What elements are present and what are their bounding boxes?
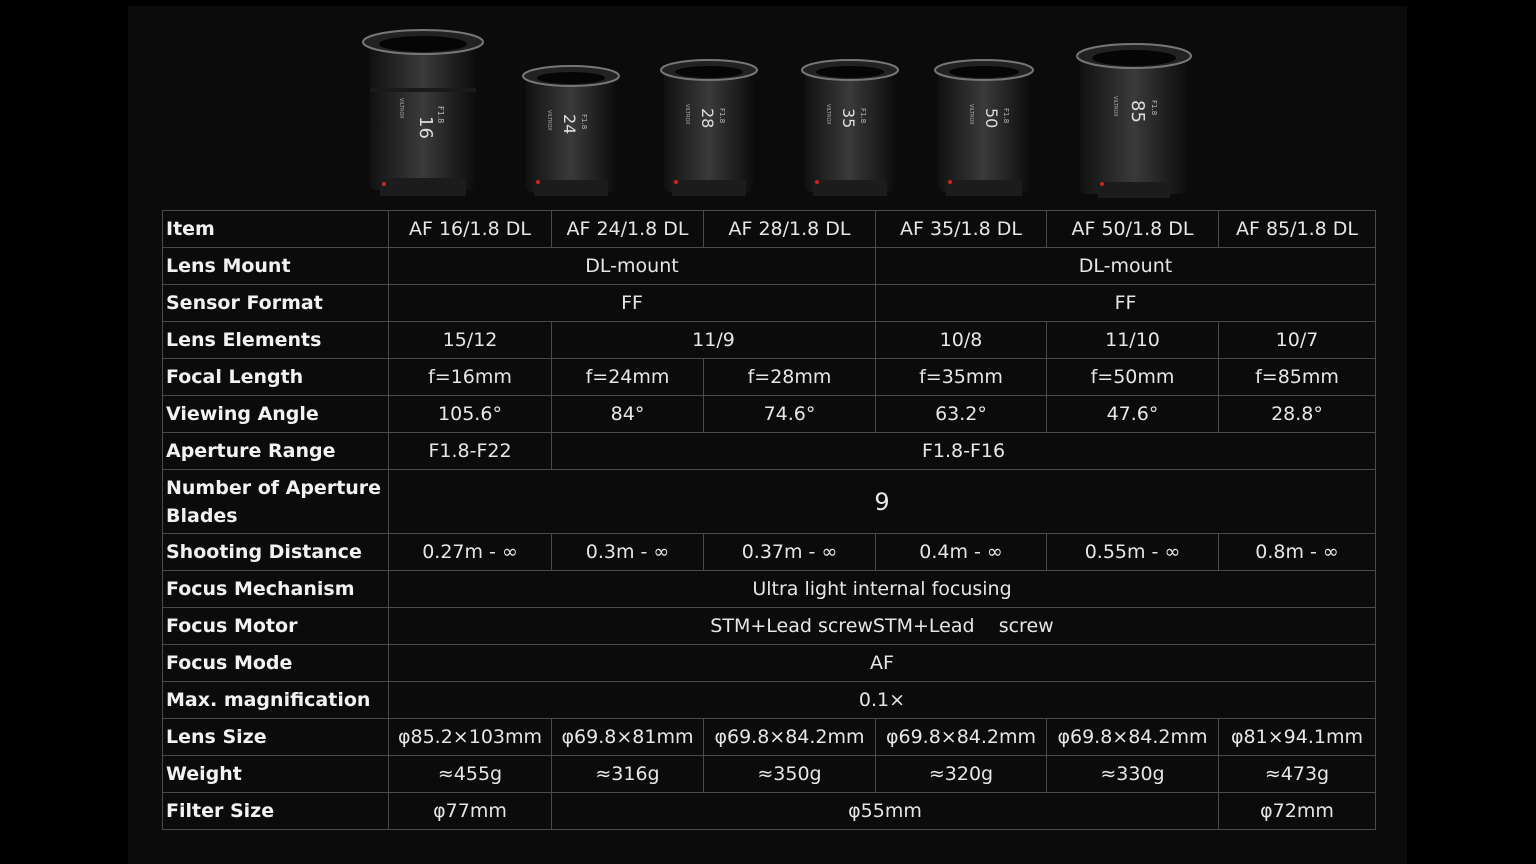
row-lens-size — [163, 719, 1376, 756]
row-label: Filter Size — [163, 793, 389, 830]
lens-50-image — [932, 58, 1036, 200]
cell: ≈316g — [552, 756, 704, 793]
lens-16-focal: 16 — [415, 116, 436, 139]
cell: φ55mm — [552, 793, 1219, 830]
cell: ≈350g — [704, 756, 876, 793]
lens-24-brand: VILTROX — [546, 110, 552, 131]
row-label: Weight — [163, 756, 389, 793]
cell: 0.27m - ∞ — [389, 534, 552, 571]
row-label: Lens Elements — [163, 322, 389, 359]
cell: ≈473g — [1219, 756, 1376, 793]
lens-24-image — [520, 64, 622, 200]
cell: f=24mm — [552, 359, 704, 396]
cell: φ72mm — [1219, 793, 1376, 830]
cell: AF 28/1.8 DL — [704, 211, 876, 248]
cell: AF — [389, 645, 1376, 682]
cell: f=85mm — [1219, 359, 1376, 396]
row-label: Viewing Angle — [163, 396, 389, 433]
cell: φ69.8×84.2mm — [704, 719, 876, 756]
lens-35-brand: VILTROX — [825, 104, 831, 125]
cell: φ77mm — [389, 793, 552, 830]
cell: f=16mm — [389, 359, 552, 396]
cell: FF — [389, 285, 876, 322]
lens-28-aperture: F1.8 — [718, 108, 726, 124]
cell: f=35mm — [876, 359, 1047, 396]
row-aperture-blades — [163, 470, 1376, 534]
cell: STM+Lead screwSTM+Lead screw — [389, 608, 1376, 645]
row-label: Shooting Distance — [163, 534, 389, 571]
cell: AF 35/1.8 DL — [876, 211, 1047, 248]
lens-85-brand: VILTROX — [1112, 96, 1118, 117]
cell: ≈455g — [389, 756, 552, 793]
row-label: Item — [163, 211, 389, 248]
row-max-magnification — [163, 682, 1376, 719]
row-focal-length — [163, 359, 1376, 396]
row-label: Focus Motor — [163, 608, 389, 645]
lens-24-focal: 24 — [560, 114, 579, 135]
cell: F1.8-F22 — [389, 433, 552, 470]
row-label: Focus Mode — [163, 645, 389, 682]
lens-85-focal: 85 — [1127, 100, 1148, 123]
lens-85-aperture: F1.8 — [1150, 100, 1158, 116]
lens-50-focal: 50 — [982, 108, 1001, 129]
row-lens-mount — [163, 248, 1376, 285]
lens-28-image — [658, 58, 760, 200]
cell: ≈330g — [1047, 756, 1219, 793]
row-label: Focal Length — [163, 359, 389, 396]
cell: φ81×94.1mm — [1219, 719, 1376, 756]
cell: f=28mm — [704, 359, 876, 396]
cell: 0.37m - ∞ — [704, 534, 876, 571]
cell: φ69.8×84.2mm — [876, 719, 1047, 756]
cell: 9 — [389, 470, 1376, 534]
lens-35-image — [799, 58, 901, 200]
cell: AF 24/1.8 DL — [552, 211, 704, 248]
lens-16-image — [360, 28, 486, 200]
cell: φ85.2×103mm — [389, 719, 552, 756]
row-label: Lens Size — [163, 719, 389, 756]
row-label: Max. magnification — [163, 682, 389, 719]
cell: f=50mm — [1047, 359, 1219, 396]
cell: 28.8° — [1219, 396, 1376, 433]
lens-24-aperture: F1.8 — [580, 114, 588, 130]
cell: 15/12 — [389, 322, 552, 359]
cell: 84° — [552, 396, 704, 433]
lens-85-image — [1074, 42, 1194, 202]
cell: φ69.8×81mm — [552, 719, 704, 756]
cell: 47.6° — [1047, 396, 1219, 433]
row-shooting-distance — [163, 534, 1376, 571]
cell: Ultra light internal focusing — [389, 571, 1376, 608]
cell: φ69.8×84.2mm — [1047, 719, 1219, 756]
cell: FF — [876, 285, 1376, 322]
cell: 105.6° — [389, 396, 552, 433]
spec-table — [162, 210, 1376, 830]
cell: AF 50/1.8 DL — [1047, 211, 1219, 248]
lens-lineup — [0, 0, 1536, 210]
row-label: Number of Aperture Blades — [163, 470, 389, 534]
cell: F1.8-F16 — [552, 433, 1376, 470]
row-sensor-format — [163, 285, 1376, 322]
cell: 0.1× — [389, 682, 1376, 719]
cell: 11/9 — [552, 322, 876, 359]
cell: DL-mount — [389, 248, 876, 285]
row-label: Aperture Range — [163, 433, 389, 470]
cell: AF 85/1.8 DL — [1219, 211, 1376, 248]
row-label: Sensor Format — [163, 285, 389, 322]
lens-28-brand: VILTROX — [684, 104, 690, 125]
cell: 10/7 — [1219, 322, 1376, 359]
cell: 0.55m - ∞ — [1047, 534, 1219, 571]
lens-35-focal: 35 — [839, 108, 858, 129]
cell: 63.2° — [876, 396, 1047, 433]
row-focus-mechanism — [163, 571, 1376, 608]
lens-50-brand: VILTROX — [968, 104, 974, 125]
cell: 74.6° — [704, 396, 876, 433]
cell: 0.3m - ∞ — [552, 534, 704, 571]
row-label: Lens Mount — [163, 248, 389, 285]
cell: 11/10 — [1047, 322, 1219, 359]
lens-50-aperture: F1.8 — [1002, 108, 1010, 124]
cell: DL-mount — [876, 248, 1376, 285]
row-focus-mode — [163, 645, 1376, 682]
cell: 0.4m - ∞ — [876, 534, 1047, 571]
lens-35-aperture: F1.8 — [859, 108, 867, 124]
cell: 0.8m - ∞ — [1219, 534, 1376, 571]
cell: AF 16/1.8 DL — [389, 211, 552, 248]
row-label: Focus Mechanism — [163, 571, 389, 608]
cell: 10/8 — [876, 322, 1047, 359]
row-filter-size — [163, 793, 1376, 830]
lens-16-brand: VILTROX — [398, 98, 404, 119]
cell: ≈320g — [876, 756, 1047, 793]
row-focus-motor — [163, 608, 1376, 645]
row-item — [163, 211, 1376, 248]
row-weight — [163, 756, 1376, 793]
row-aperture-range — [163, 433, 1376, 470]
lens-28-focal: 28 — [698, 108, 717, 129]
row-lens-elements — [163, 322, 1376, 359]
lens-16-aperture: F1.8 — [436, 106, 445, 124]
row-viewing-angle — [163, 396, 1376, 433]
